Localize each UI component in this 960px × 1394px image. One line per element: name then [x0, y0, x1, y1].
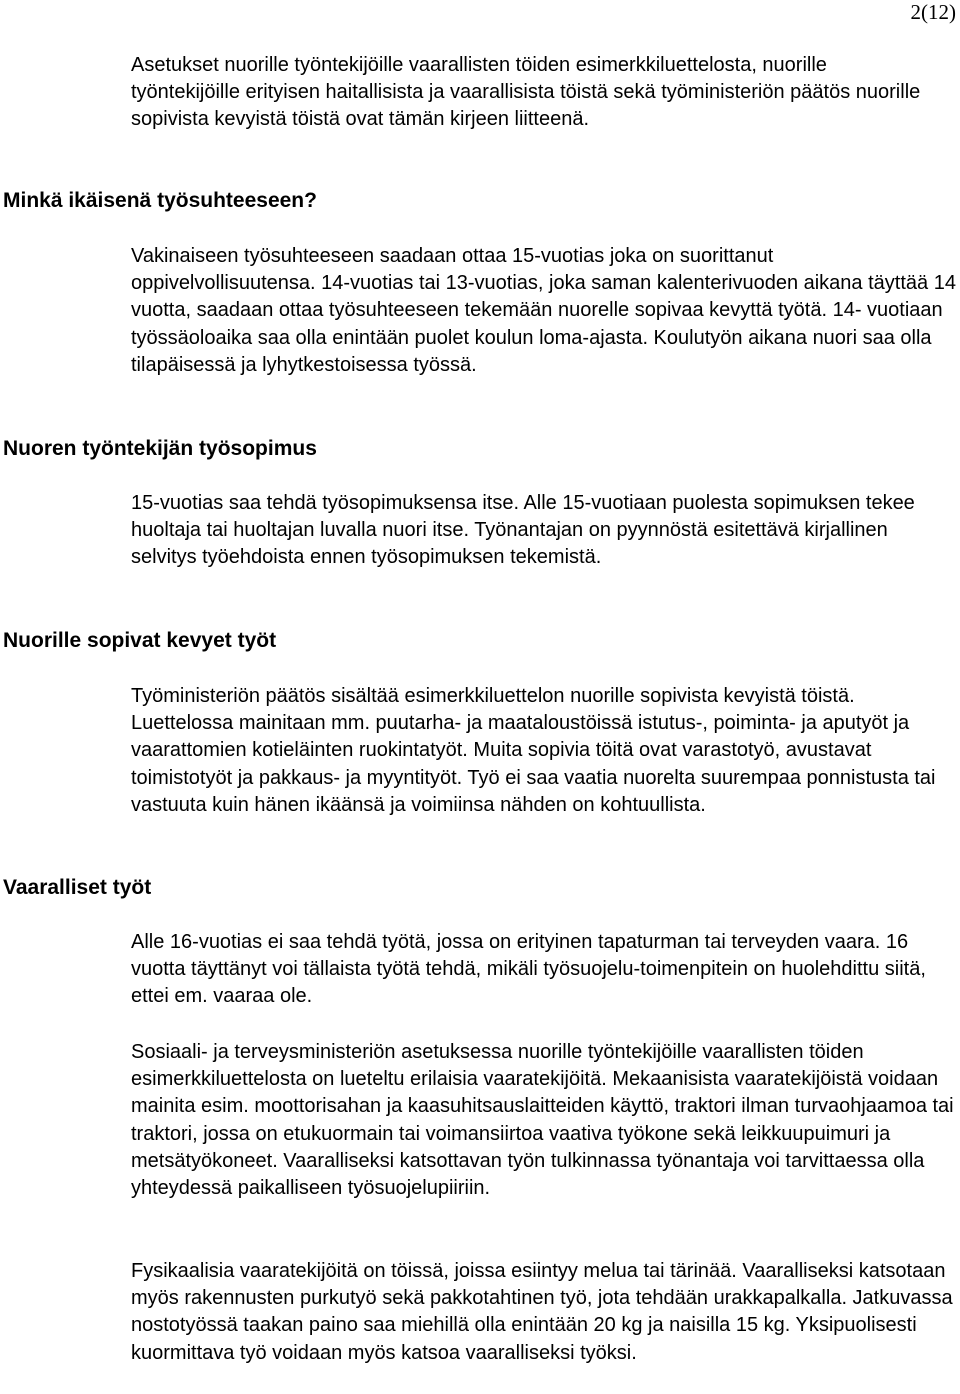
- section-paragraph-light-work: Työministeriön päätös sisältää esimerkkiluettelon nuorille sopivista kevyistä töistä. Luettelossa mainitaan mm. puutarha- ja maataloustöissä istutus-, poiminta- ja aputyöt ja vaarattomien kotieläinten ruokintatyöt. Muita sopivia töitä ovat varastotyö, avustavat toimistotyöt ja pakkaus- ja myyntityöt. Työ ei saa vaatia nuorelta suurempaa ponnistusta tai vastuuta kuin hänen ikäänsä ja voimiinsa nähden on kohtuullista.: [131, 685, 936, 816]
- intro-paragraph: Asetukset nuorille työntekijöille vaarallisten töiden esimerkkiluettelosta, nuorille työntekijöille erityisen haitallisista ja vaarallisista töistä sekä työministeriön päätös nuorille sopivista kevyistä töistä ovat tämän kirjeen liitteenä.: [131, 54, 921, 131]
- section-paragraph-dangerous-work-3: Fysikaalisia vaaratekijöitä on töissä, joissa esiintyy melua tai tärinää. Vaaralliseksi katsotaan myös rakennusten purkutyö sekä pakkotahtinen työ, jota tehdään urakkapalkalla. Jatkuvassa nostotyössä taakan paino saa miehillä olla enintään 20 kg ja naisilla 15 kg. Yksipuolisesti kuormittava työ voidaan myös katsoa vaaralliseksi työksi.: [131, 1260, 953, 1364]
- section-paragraph-dangerous-work-1: Alle 16-vuotias ei saa tehdä työtä, jossa on erityinen tapaturman tai terveyden vaara. 16 vuotta täyttänyt voi tällaista työtä tehdä, mikäli työsuojelu-toimenpitein on huolehdittu siitä, ettei em. vaaraa ole.: [131, 931, 926, 1008]
- section-paragraph-employment-contract: 15-vuotias saa tehdä työsopimuksensa itse. Alle 15-vuotiaan puolesta sopimuksen tekee huoltaja tai huoltajan luvalla nuori itse. Työnantajan on pyynnöstä esitettävä kirjallinen selvitys työehdoista ennen työsopimuksen tekemistä.: [131, 492, 915, 569]
- section-heading-age: Minkä ikäisenä työsuhteeseen?: [3, 189, 317, 212]
- section-paragraph-age: Vakinaiseen työsuhteeseen saadaan ottaa 15-vuotias joka on suorittanut oppivelvollisuutensa. 14-vuotias tai 13-vuotias, joka saman kalenterivuoden aikana täyttää 14 vuotta, saadaan ottaa työsuhteeseen tekemään nuorelle sopivaa kevyttä työtä. 14- vuotiaan työssäoloaika saa olla enintään puolet koulun loma-ajasta. Koulutyön aikana nuori saa olla tilapäisessä ja lyhytkestoisessa työssä.: [131, 245, 956, 376]
- section-paragraph-dangerous-work-2: Sosiaali- ja terveysministeriön asetuksessa nuorille työntekijöille vaarallisten töiden esimerkkiluettelosta on lueteltu erilaisia vaaratekijöitä. Mekaanisista vaaratekijöistä voidaan mainita esim. moottorisahan ja kaasuhitsauslaitteiden käyttö, traktori ilman turvaohjaamoa tai traktori, jossa on etukuormain tai voimansiirtoa vaativa työkone sekä leikkuupuimuri ja metsätyökoneet. Vaaralliseksi katsottavan työn tulkinnassa työnantaja voi tarvittaessa olla yhteydessä paikalliseen työsuojelupiiriin.: [131, 1041, 954, 1200]
- section-heading-employment-contract: Nuoren työntekijän työsopimus: [3, 437, 317, 460]
- page-number: 2(12): [910, 0, 956, 24]
- section-heading-light-work: Nuorille sopivat kevyet työt: [3, 629, 277, 652]
- section-heading-dangerous-work: Vaaralliset työt: [3, 876, 152, 899]
